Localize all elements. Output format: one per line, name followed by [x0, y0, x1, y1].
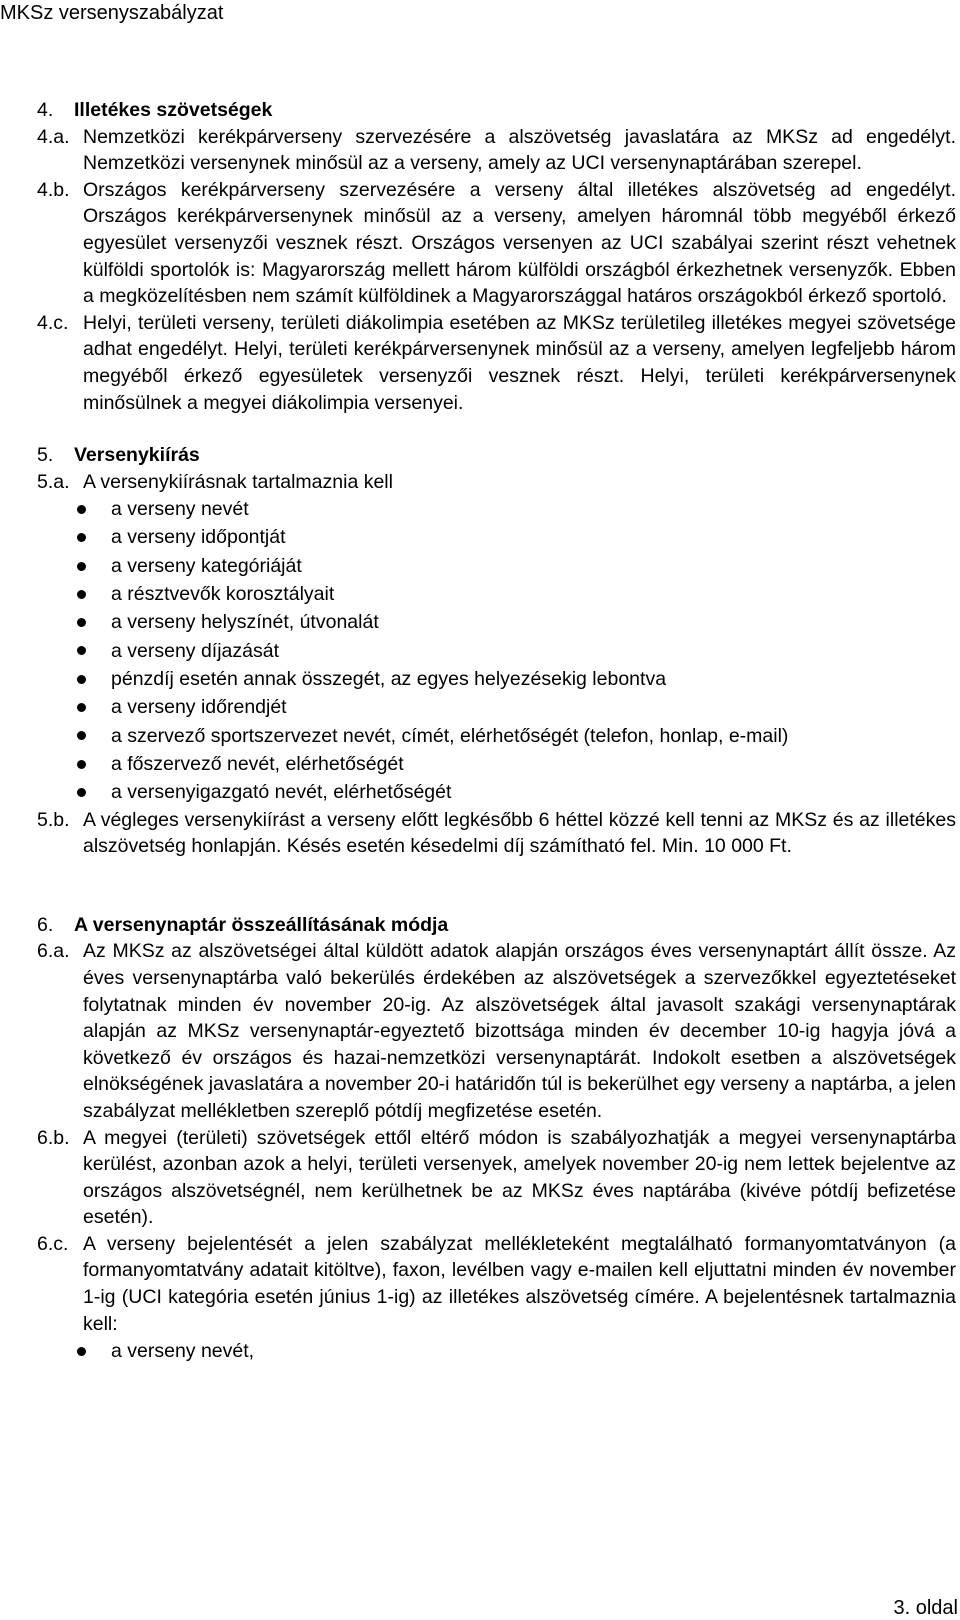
section-title: Versenykiírás: [74, 444, 200, 467]
paragraph-number: 6.a.: [37, 940, 70, 963]
paragraph-5b: [37, 807, 958, 860]
paragraph-text: A végleges versenykiírást a verseny előtt legkésőbb 6 héttel közzé kell tenni az MKSz és az illetékes alszövetség honlapján. Késés esetén késedelmi díj számítható fel. Min. 10 000 Ft.: [83, 808, 956, 858]
paragraph-6b: [37, 1125, 958, 1231]
paragraph-5a: [37, 469, 958, 496]
section-number: 5.: [37, 444, 54, 467]
paragraph-4a: [37, 124, 958, 177]
list-item: a szervező sportszervezet nevét, címét, elérhetőségét (telefon, honlap, e-mail): [37, 722, 958, 750]
list-item: a verseny időrendjét: [37, 693, 958, 721]
section-number: 6.: [37, 913, 54, 936]
bullet-icon: [77, 788, 86, 797]
paragraph-text: A versenykiírásnak tartalmaznia kell: [83, 470, 393, 493]
paragraph-text: A megyei (területi) szövetségek ettől eltérő módon is szabályozhatják a megyei versenynaptárba kerülést, azonban azok a helyi, területi versenyek, amelyek november 20-ig nem lettek bejelentve az országos alszövetségnél, nem kerülhetnek be az MKSz éves naptárába (kivéve pótdíj befizetése esetén).: [83, 1126, 956, 1229]
bullet-icon: [77, 505, 86, 514]
bullet-icon: [77, 760, 86, 769]
list-item: a verseny kategóriáját: [37, 552, 958, 580]
paragraph-text: A verseny bejelentését a jelen szabályzat mellékleteként megtalálható formanyomtatványon (a formanyomtatvány adatait kitöltve), faxon, levélben vagy e-mailen kell eljuttatni minden év november 1-ig (UCI kategória esetén június 1-ig) az illetékes alszövetség címére. A bejelentésnek tartalmaznia kell:: [83, 1232, 956, 1335]
paragraph-4c: [37, 310, 958, 416]
paragraph-number: 5.a.: [37, 470, 70, 493]
section-number: 4.: [37, 99, 54, 121]
paragraph-number: 4.b.: [37, 178, 70, 201]
list-item: a verseny nevét,: [37, 1337, 958, 1365]
section-6-heading: [37, 912, 958, 939]
bullet-icon: [77, 1347, 86, 1356]
list-item: a verseny időpontját: [37, 524, 958, 552]
paragraph-4b: [37, 177, 958, 310]
paragraph-text: Az MKSz az alszövetségei által küldött adatok alapján országos éves versenynaptárt állít össze. Az éves versenynaptárba való bekerülés érdekében az alszövetségek a szervezőkkel egyeztetéseket folytatnak minden év november 20-ig. Az alszövetségek által javasolt szakági versenynaptárak alapján az MKSz versenynaptár-egyeztető bizottsága minden év december 10-ig hagyja jóvá a következő év országos és hazai-nemzetközi versenynaptárát. Indokolt esetben a alszövetségek elnökségének javaslatára a november 20-i határidőn túl is bekerülhet egy verseny a naptárba, a jelen szabályzat mellékletben szereplő pótdíj megfizetése esetén.: [83, 940, 956, 1122]
list-item: a főszervező nevét, elérhetőségét: [37, 750, 958, 778]
list-item: a verseny díjazását: [37, 637, 958, 665]
running-header: MKSz versenyszabályzat: [0, 2, 224, 24]
paragraph-number: 6.b.: [37, 1126, 70, 1149]
bullet-icon: [77, 618, 86, 627]
bullet-icon: [77, 703, 86, 712]
page-number: 3. oldal: [893, 1597, 958, 1619]
list-item: a verseny helyszínét, útvonalát: [37, 609, 958, 637]
paragraph-text: Nemzetközi kerékpárverseny szervezésére a alszövetség javaslatára az MKSz ad engedélyt. Nemzetközi versenynek minősül az a verseny, amely az UCI versenynaptárában szerepel.: [83, 125, 956, 175]
paragraph-number: 4.a.: [37, 125, 70, 148]
paragraph-6a: [37, 938, 958, 1124]
document-body: [37, 97, 958, 1366]
bullet-icon: [77, 646, 86, 655]
paragraph-number: 5.b.: [37, 808, 70, 831]
bullet-icon: [77, 590, 86, 599]
bullet-icon: [77, 731, 86, 740]
list-item: a versenyigazgató nevét, elérhetőségét: [37, 778, 958, 806]
paragraph-6c: [37, 1231, 958, 1337]
paragraph-text: Országos kerékpárverseny szervezésére a verseny által illetékes alszövetség ad engedélyt. Országos kerékpárversenynek minősül az a verseny, amelyen háromnál több megyéből érkező egyesület versenyzői vesznek részt. Országos versenyen az UCI szabályai szerint részt vehetnek külföldi sportolók is: Magyarország mellett három külföldi országból érkezhetnek versenyzők. Ebben a megközelítésben nem számít külföldinek a Magyarországgal határos országokból érkező sportoló.: [83, 178, 956, 308]
section-title: Illetékes szövetségek: [74, 99, 273, 121]
paragraph-text: Helyi, területi verseny, területi diákolimpia esetében az MKSz területileg illetékes megyei szövetsége adhat engedélyt. Helyi, területi kerékpárversenynek minősül az a verseny, amelyen legfeljebb három megyéből érkező egyesületek versenyzői vesznek részt. Helyi, területi kerékpárversenynek minősülnek a megyei diákolimpia versenyei.: [83, 311, 956, 414]
bullet-icon: [77, 562, 86, 571]
list-item: pénzdíj esetén annak összegét, az egyes helyezésekig lebontva: [37, 665, 958, 693]
section-title: A versenynaptár összeállításának módja: [74, 913, 449, 936]
bullet-icon: [77, 533, 86, 542]
bullet-icon: [77, 675, 86, 684]
paragraph-number: 4.c.: [37, 311, 69, 334]
list-item: a résztvevők korosztályait: [37, 580, 958, 608]
announcement-list: [37, 1337, 958, 1365]
section-4-heading: [37, 97, 958, 124]
section-5-heading: [37, 442, 958, 469]
paragraph-number: 6.c.: [37, 1232, 69, 1255]
requirements-list: [37, 495, 958, 806]
list-item: a verseny nevét: [37, 495, 958, 523]
